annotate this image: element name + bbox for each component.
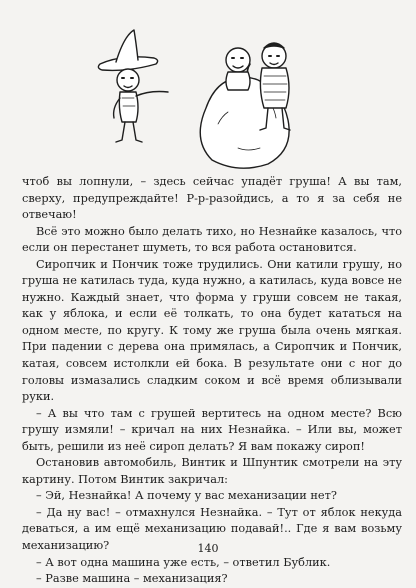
paragraph: – А вот одна машина уже есть, – ответил Бублик. (36, 555, 331, 569)
paragraph: – А вы что там с грушей вертитесь на одном месте? Всю грушу измяли! – кричал на них Незнайка. – Или вы, может быть, решили из неё сироп делать? Я вам покажу сироп! (22, 406, 402, 453)
paragraph: – Разве машина – механизация? (36, 572, 228, 586)
illustration (88, 28, 328, 173)
paragraph: Всё это можно было делать тихо, но Незнайке казалось, что если он перестанет шуметь, то вся работа остановится. (22, 224, 402, 255)
paragraph: чтоб вы лопнули, – здесь сейчас упадёт груша! А вы там, сверху, предупреждайте! Р-р-разойдись, а то я за себя не отвечаю! (22, 175, 402, 222)
paragraph: Остановив автомобиль, Винтик и Шпунтик смотрели на эту картину. Потом Винтик закричал: (22, 456, 402, 486)
page-number: 140 (197, 542, 219, 555)
paragraph: – Эй, Незнайка! А почему у вас механизации нет? (36, 489, 337, 503)
paragraph: Сиропчик и Пончик тоже трудились. Они катили грушу, но груша не катилась туда, куда нужно, а катилась, куда вовсе не нужно. Каждый знает, что форма у груши совсем не такая, как у яблока, и если её толкать, то она будет кататься на одном месте, по кругу. К тому же груша была очень мягкая. При падении с дерева она примялась, а Сиропчик и Пончик, катая, совсем истолкли ей бока. В результате они с ног до головы измазались сладким соком и всё время облизывали руки. (22, 257, 402, 404)
body-text (22, 174, 402, 588)
paragraph: – Да ну вас! – отмахнулся Незнайка. – Тут от яблок некуда деваться, а им ещё механизацию подавай!.. Где я вам возьму механизацию? (22, 505, 402, 553)
character-neznayka-figure (98, 30, 168, 142)
